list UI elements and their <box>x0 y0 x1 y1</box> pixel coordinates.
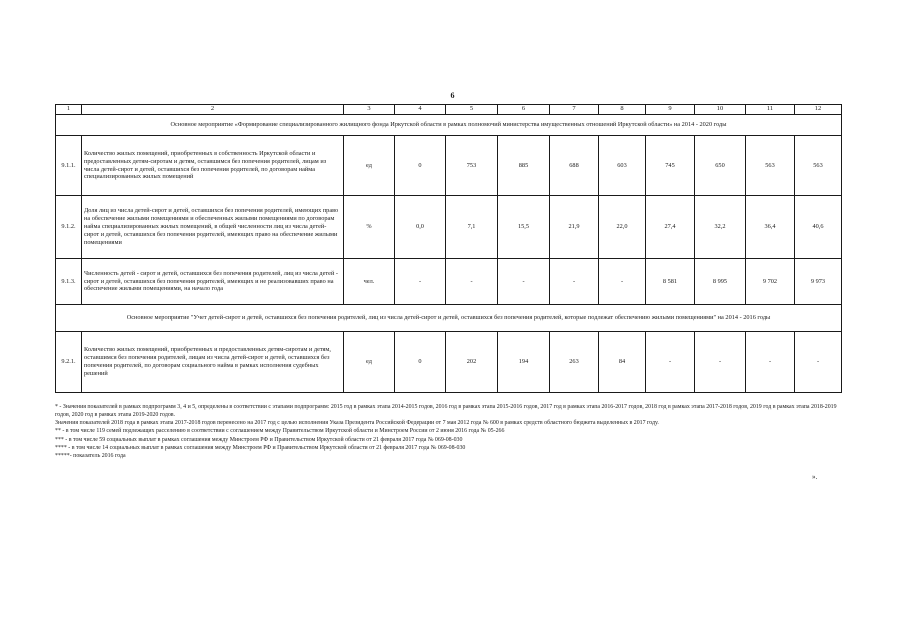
row-unit: % <box>344 196 395 259</box>
row-value: 7,1 <box>446 196 498 259</box>
footnote: Значения показателей 2018 года в рамках этапа 2017-2018 годов перенесено на 2017 год с целью исполнения Указа Президента Российской Федерации от 7 мая 2012 года № 600 в рамках средств областного бюджета выделенных в 2017 году. <box>55 420 659 427</box>
row-value: - <box>795 332 842 393</box>
table-row <box>56 196 842 259</box>
row-value: - <box>395 259 446 305</box>
row-description: Численность детей - сирот и детей, оставшихся без попечения родителей, лиц из числа детей - сирот и детей, оставшихся без попечения родителей, имеющих и не реализовавших право на обеспечение жилыми помещениями, на начало года <box>82 259 344 305</box>
row-value: - <box>446 259 498 305</box>
header-cell: 1 <box>56 105 82 115</box>
row-value: 40,6 <box>795 196 842 259</box>
row-value: 563 <box>795 136 842 196</box>
row-value: 32,2 <box>695 196 746 259</box>
indicators-table <box>55 104 842 393</box>
row-unit: ед <box>344 332 395 393</box>
row-value: 0 <box>395 332 446 393</box>
header-cell: 3 <box>344 105 395 115</box>
footnotes <box>55 403 841 460</box>
row-description: Количество жилых помещений, приобретенных в собственность Иркутской области и предоставленных детям-сиротам и детям, оставшимся без попечения родителей, лицам из числа детей-сирот и детей, оставшихся без попечения родителей, по договорам найма специализированных жилых помещений <box>82 136 344 196</box>
header-cell: 9 <box>646 105 695 115</box>
footnote: *****- показатель 2016 года <box>55 452 126 459</box>
header-cell: 8 <box>599 105 646 115</box>
section-row <box>56 305 842 332</box>
header-row <box>56 105 842 115</box>
header-cell: 7 <box>550 105 599 115</box>
row-value: 84 <box>599 332 646 393</box>
row-value: 603 <box>599 136 646 196</box>
header-cell: 6 <box>498 105 550 115</box>
row-value: 563 <box>746 136 795 196</box>
footnote: * - Значения показателей в рамках подпрограмм 3, 4 и 5, определены в соответствии с этапами подпрограмм: 2015 год в рамках этапа 2014-2015 годов, 2016 год в рамках этапа 2015-2016 годов, 2017 год в рамках этапа 2016-2017 годов, 2018 год в рамках этапа 2017-2018 годов, 2019 год в рамках этапа 2018-2019 годов, 2020 год в рамках этапа 2019-2020 годов. <box>55 404 837 419</box>
row-value: 202 <box>446 332 498 393</box>
row-value: 753 <box>446 136 498 196</box>
row-value: 9 702 <box>746 259 795 305</box>
footnote: **** - в том числе 14 социальных выплат в рамках соглашения между Минстроем РФ и Правительством Иркутской области от 21 февраля 2017 года № 069-08-030 <box>55 444 466 451</box>
row-unit: чел. <box>344 259 395 305</box>
section-title: Основное мероприятие «Формирование специализированного жилищного фонда Иркутской области в рамках полномочий министерства имущественных отношений Иркутской области» на 2014 - 2020 годы <box>56 115 842 136</box>
section-title: Основное мероприятие "Учет детей-сирот и детей, оставшихся без попечения родителей, лиц из числа детей-сирот и детей, оставшихся без попечения родителей, которые подлежат обеспечению жилыми помещениями" на 2014 - 2016 годы <box>56 305 842 332</box>
table-row <box>56 136 842 196</box>
row-value: 0,0 <box>395 196 446 259</box>
row-value: - <box>695 332 746 393</box>
footnote: *** - в том числе 59 социальных выплат в рамках соглашения между Минстроем РФ и Правительством Иркутской области от 21 февраля 2017 года № 069-08-030 <box>55 436 463 443</box>
table-row <box>56 332 842 393</box>
table-row <box>56 259 842 305</box>
header-cell: 5 <box>446 105 498 115</box>
row-value: - <box>498 259 550 305</box>
row-value: 194 <box>498 332 550 393</box>
row-value: 21,9 <box>550 196 599 259</box>
row-value: - <box>599 259 646 305</box>
row-value: - <box>646 332 695 393</box>
row-number: 9.1.2. <box>56 196 82 259</box>
row-value: 650 <box>695 136 746 196</box>
footnote: ** - в том числе 119 семей подлежащих расселению в соответствии с соглашением между Правительством Иркутской области и Минстроем России от 2 июня 2016 года № 05-266 <box>55 428 505 435</box>
page-number: 6 <box>450 91 455 100</box>
header-cell: 10 <box>695 105 746 115</box>
row-value: 8 581 <box>646 259 695 305</box>
closing-quote-mark: ». <box>812 473 818 481</box>
row-value: 22,0 <box>599 196 646 259</box>
row-number: 9.1.1. <box>56 136 82 196</box>
header-cell: 11 <box>746 105 795 115</box>
header-cell: 4 <box>395 105 446 115</box>
row-value: 36,4 <box>746 196 795 259</box>
row-number: 9.2.1. <box>56 332 82 393</box>
row-value: - <box>746 332 795 393</box>
header-cell: 12 <box>795 105 842 115</box>
row-value: 885 <box>498 136 550 196</box>
row-value: 0 <box>395 136 446 196</box>
row-value: 9 973 <box>795 259 842 305</box>
row-value: 27,4 <box>646 196 695 259</box>
row-unit: ед <box>344 136 395 196</box>
row-value: 263 <box>550 332 599 393</box>
row-description: Доля лиц из числа детей-сирот и детей, оставшихся без попечения родителей, имеющих право на обеспечение жилыми помещениями и обеспеченных жилыми помещениями по договорам найма специализированных жилых помещений, в общей численности лиц из числа детей-сирот и детей, оставшихся без попечения родителей, имеющих право на обеспечение жилыми помещениями <box>82 196 344 259</box>
section-row <box>56 115 842 136</box>
row-value: 8 995 <box>695 259 746 305</box>
row-value: - <box>550 259 599 305</box>
row-value: 688 <box>550 136 599 196</box>
row-value: 745 <box>646 136 695 196</box>
header-cell: 2 <box>82 105 344 115</box>
row-number: 9.1.3. <box>56 259 82 305</box>
row-value: 15,5 <box>498 196 550 259</box>
row-description: Количество жилых помещений, приобретенных и предоставленных детям-сиротам и детям, оставшимся без попечения родителей, лицам из числа детей-сирот и детей, оставшихся без попечения родителей, по договорам социального найма в рамках исполнения судебных решений <box>82 332 344 393</box>
